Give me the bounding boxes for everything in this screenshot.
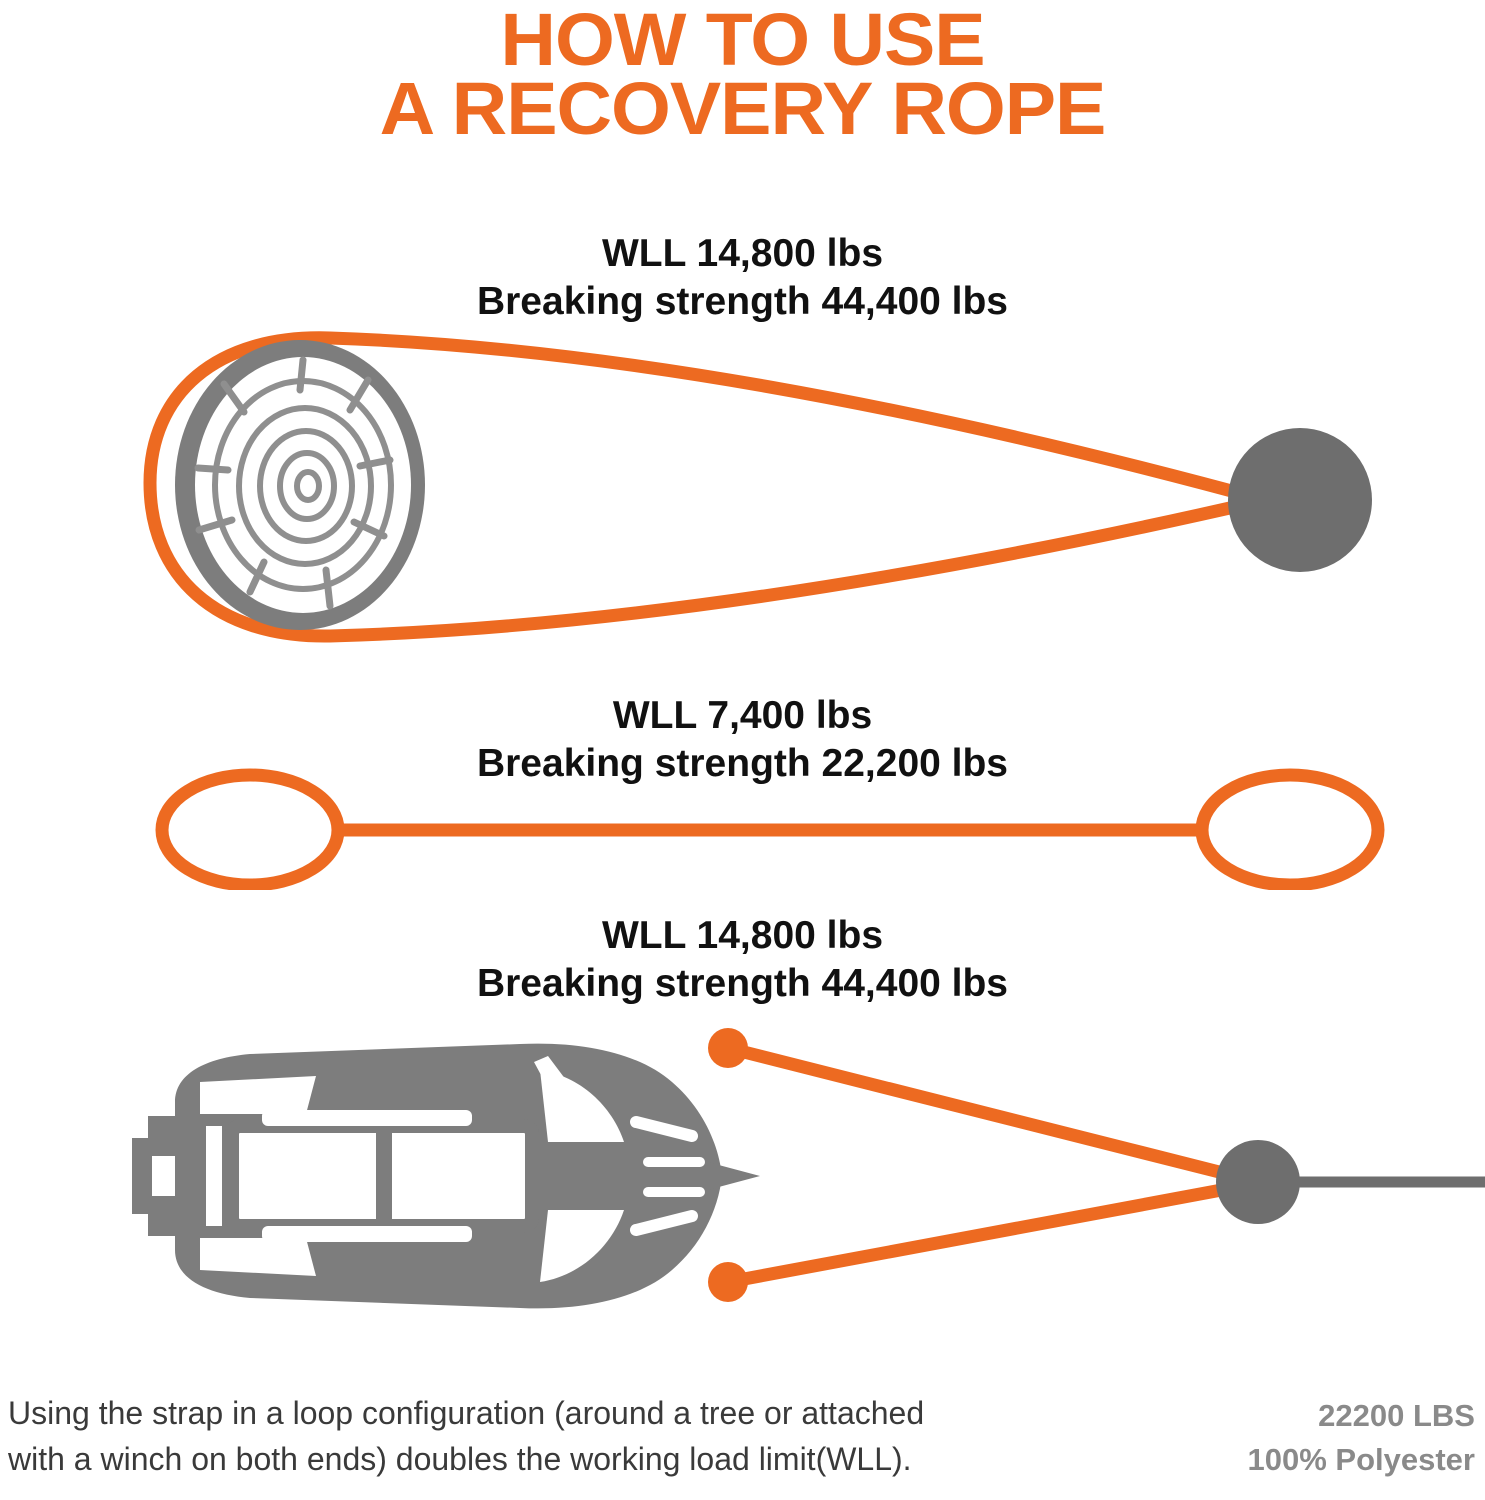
footer-note-line-2: with a winch on both ends) doubles the working load limit(WLL). [8,1440,912,1477]
spec-tree-loop [0,230,1485,325]
vehicle-top-view-icon [132,1044,760,1309]
rope-lower-leg [728,1186,1243,1282]
spec-car-bridle [0,912,1485,1007]
footer-product-spec [1248,1394,1475,1482]
vehicle-recovery-point-lower [708,1262,748,1302]
footer-note [8,1391,1098,1482]
footer-material: 100% Polyester [1247,1441,1475,1477]
figure-tree-loop [0,320,1485,680]
page-title-line-1: HOW TO USE [500,0,985,81]
spec-tree-breaking: Breaking strength 44,400 lbs [476,279,1009,323]
figure-car-bridle [0,1010,1485,1340]
figure-single-strap [0,750,1485,890]
footer-rating: 22200 LBS [1318,1397,1475,1433]
spec-car-breaking: Breaking strength 44,400 lbs [476,961,1009,1005]
strap-left-eye [162,775,338,885]
hook-knob-icon [1228,428,1372,572]
page-title [0,0,1485,150]
vehicle-recovery-point-upper [708,1028,748,1068]
rope-upper-leg [728,1048,1243,1178]
footer-note-line-1: Using the strap in a loop configuration (around a tree or attached [8,1395,925,1432]
winch-hook-knob-icon [1216,1140,1300,1224]
spec-car-wll: WLL 14,800 lbs [601,914,884,957]
spec-strap-wll: WLL 7,400 lbs [612,694,873,737]
tree-trunk-icon [175,340,425,630]
spec-strap-breaking: Breaking strength 22,200 lbs [476,741,1009,785]
spec-tree-wll: WLL 14,800 lbs [601,232,884,275]
strap-right-eye [1202,775,1378,885]
page-title-line-2: A RECOVERY ROPE [379,66,1106,150]
